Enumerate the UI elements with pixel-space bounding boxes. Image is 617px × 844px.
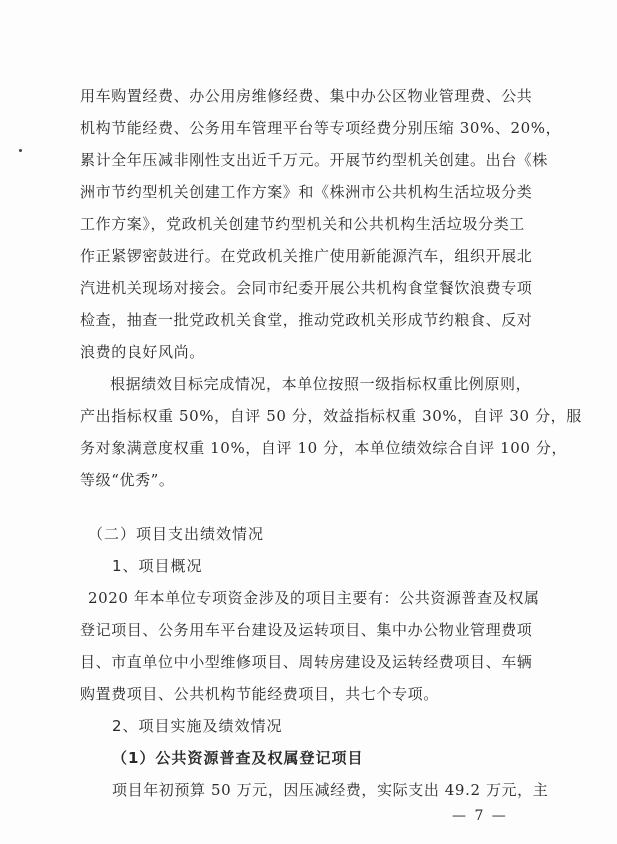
paragraph-line: 累计全年压减非刚性支出近千万元。开展节约型机关创建。出台《株 xyxy=(80,151,549,169)
paragraph-line: 2020 年本单位专项资金涉及的项目主要有：公共资源普查及权属 xyxy=(88,589,540,607)
item-heading: （1）公共资源普查及权属登记项目 xyxy=(112,749,364,767)
paragraph-line: 汽进机关现场对接会。会同市纪委开展公共机构食堂餐饮浪费专项 xyxy=(80,279,533,297)
scan-mark xyxy=(19,149,22,152)
paragraph-line: 机构节能经费、公务用车管理平台等专项经费分别压缩 30%、20%， xyxy=(80,119,562,137)
paragraph-line: 登记项目、公务用车平台建设及运转项目、集中办公物业管理费项 xyxy=(80,621,533,639)
paragraph-line: 工作方案》，党政机关创建节约型机关和公共机构生活垃圾分类工 xyxy=(80,215,525,233)
paragraph-line: 购置费项目、公共机构节能经费项目，共七个专项。 xyxy=(80,685,439,703)
paragraph-line: 用车购置经费、办公用房维修经费、集中办公区物业管理费、公共 xyxy=(80,87,533,105)
subsection-heading: 1、项目概况 xyxy=(112,557,203,575)
paragraph-line: 项目年初预算 50 万元，因压减经费，实际支出 49.2 万元，主 xyxy=(112,781,549,799)
page-number: — 7 — xyxy=(452,808,508,824)
paragraph-line: 浪费的良好风尚。 xyxy=(80,343,205,361)
paragraph-line: 务对象满意度权重 10%，自评 10 分，本单位绩效综合自评 100 分， xyxy=(80,439,568,457)
paragraph-line: 产出指标权重 50%，自评 50 分，效益指标权重 30%，自评 30 分，服 xyxy=(80,407,582,425)
paragraph-line: 洲市节约型机关创建工作方案》和《株洲市公共机构生活垃圾分类 xyxy=(80,183,533,201)
paragraph-line: 目、市直单位中小型维修项目、周转房建设及运转经费项目、车辆 xyxy=(80,653,533,671)
paragraph-line: 根据绩效目标完成情况，本单位按照一级指标权重比例原则， xyxy=(110,375,532,393)
paragraph-line: 等级“优秀”。 xyxy=(80,471,175,489)
section-heading: （二）项目支出绩效情况 xyxy=(88,525,265,543)
subsection-heading: 2、项目实施及绩效情况 xyxy=(112,717,283,735)
paragraph-line: 作正紧锣密鼓进行。在党政机关推广使用新能源汽车，组织开展北 xyxy=(80,247,533,265)
paragraph-line: 检查，抽查一批党政机关食堂，推动党政机关形成节约粮食、反对 xyxy=(80,311,533,329)
